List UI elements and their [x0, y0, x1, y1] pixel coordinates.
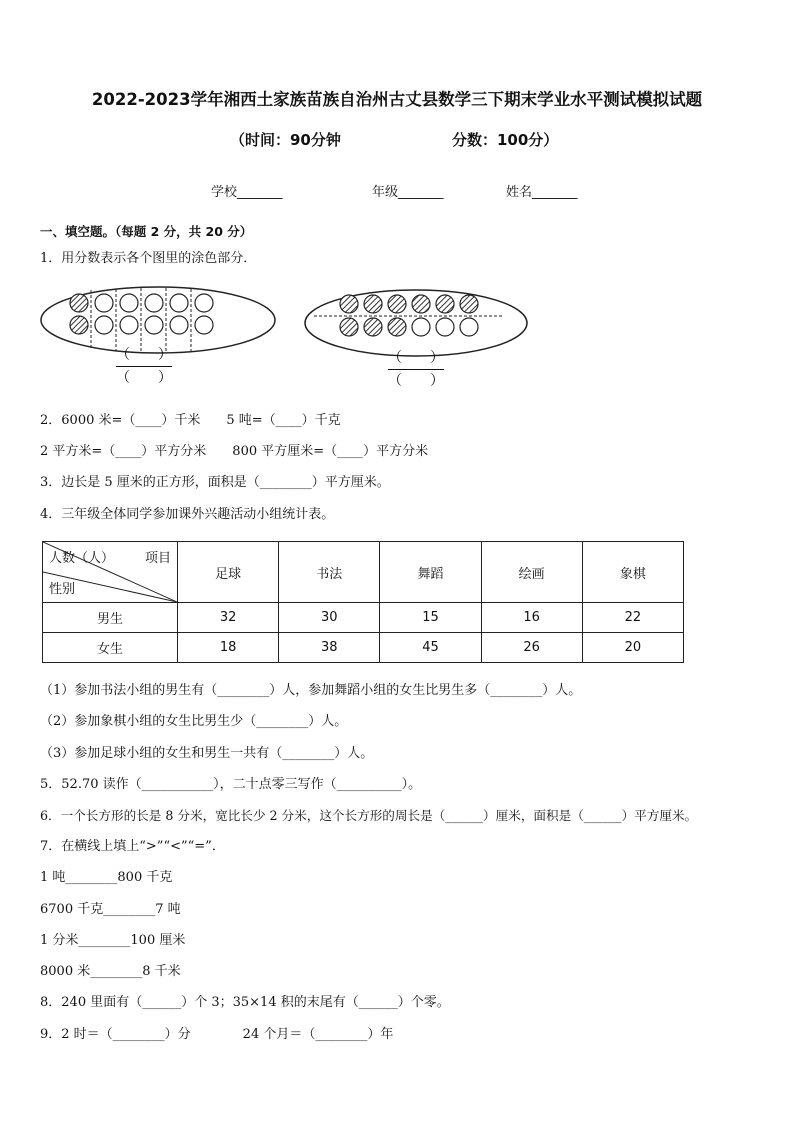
numerator-blank: （ ） — [116, 347, 172, 363]
name-field: 姓名_______ — [506, 185, 578, 200]
question-8: 8．240 里面有（______）个 3；35×14 积的末尾有（______）个零。 — [40, 995, 450, 1010]
table-cell: 26 — [481, 633, 582, 663]
table-cell: 15 — [380, 603, 481, 633]
fraction-bar — [116, 366, 172, 367]
table-cell: 20 — [582, 633, 683, 663]
question-7-item: 6700 千克________7 吨 — [40, 902, 181, 917]
table-row — [43, 603, 684, 633]
question-9: 9．2 时＝（________）分 24 个月＝（________）年 — [40, 1027, 394, 1042]
question-3: 3．边长是 5 厘米的正方形，面积是（________）平方厘米。 — [40, 475, 390, 490]
denominator-blank: （ ） — [388, 373, 444, 389]
exam-title: 2022-2023学年湘西土家族苗族自治州古丈县数学三下期末学业水平测试模拟试题 — [91, 90, 703, 109]
row-label-boys: 男生 — [43, 603, 178, 633]
corner-item-label: 项目 — [144, 551, 171, 566]
grade-field: 年级_______ — [372, 185, 444, 200]
question-5: 5．52.70 读作（___________），二十点零三写作（__________）。 — [40, 777, 422, 792]
table-cell: 32 — [178, 603, 279, 633]
table-cell: 16 — [481, 603, 582, 633]
header-football: 足球 — [178, 542, 279, 603]
numerator-blank: （ ） — [388, 350, 444, 366]
corner-gender-label: 性别 — [49, 582, 76, 597]
table-cell: 18 — [178, 633, 279, 663]
denominator-blank: （ ） — [116, 370, 172, 386]
question-2a: 2．6000 米=（____）千米 5 吨=（____）千克 — [40, 413, 341, 428]
school-field: 学校_______ — [211, 185, 283, 200]
exam-score: 分数：100分） — [452, 131, 559, 149]
table-corner-cell — [43, 542, 178, 603]
table-cell: 30 — [279, 603, 380, 633]
fraction-answer-right — [388, 349, 444, 390]
exam-time: （时间：90分钟 — [230, 131, 341, 149]
header-calligraphy: 书法 — [279, 542, 380, 603]
table-cell: 22 — [582, 603, 683, 633]
statistics-table — [42, 541, 684, 663]
question-4-1: （1）参加书法小组的男生有（________）人，参加舞蹈小组的女生比男生多（________）人。 — [40, 683, 582, 698]
section-heading: 一、填空题。（每题 2 分，共 20 分） — [40, 224, 253, 239]
question-2b: 2 平方米=（____）平方分米 800 平方厘米=（____）平方分米 — [40, 444, 429, 459]
table-header-row — [43, 542, 684, 603]
table-row — [43, 633, 684, 663]
question-6: 6．一个长方形的长是 8 分米，宽比长少 2 分米，这个长方形的周长是（______）厘米，面积是（______）平方厘米。 — [40, 808, 698, 823]
question-7-item: 1 吨________800 千克 — [40, 870, 173, 885]
question-7-item: 1 分米________100 厘米 — [40, 933, 186, 948]
question-7-item: 8000 米________8 千米 — [40, 964, 181, 979]
table-cell: 45 — [380, 633, 481, 663]
fraction-bar — [388, 369, 444, 370]
question-4-2: （2）参加象棋小组的女生比男生少（________）人。 — [40, 714, 348, 729]
table-cell: 38 — [279, 633, 380, 663]
fraction-answer-left — [116, 346, 172, 387]
question-1: 1．用分数表示各个图里的涂色部分． — [40, 251, 257, 266]
question-7: 7．在横线上填上“>”“<”“=”． — [40, 839, 225, 854]
question-4: 4．三年级全体同学参加课外兴趣活动小组统计表。 — [40, 507, 335, 522]
corner-people-label: 人数（人） — [49, 551, 115, 566]
header-chess: 象棋 — [582, 542, 683, 603]
header-dance: 舞蹈 — [380, 542, 481, 603]
header-painting: 绘画 — [481, 542, 582, 603]
question-4-3: （3）参加足球小组的女生和男生一共有（________）人。 — [40, 746, 374, 761]
row-label-girls: 女生 — [43, 633, 178, 663]
